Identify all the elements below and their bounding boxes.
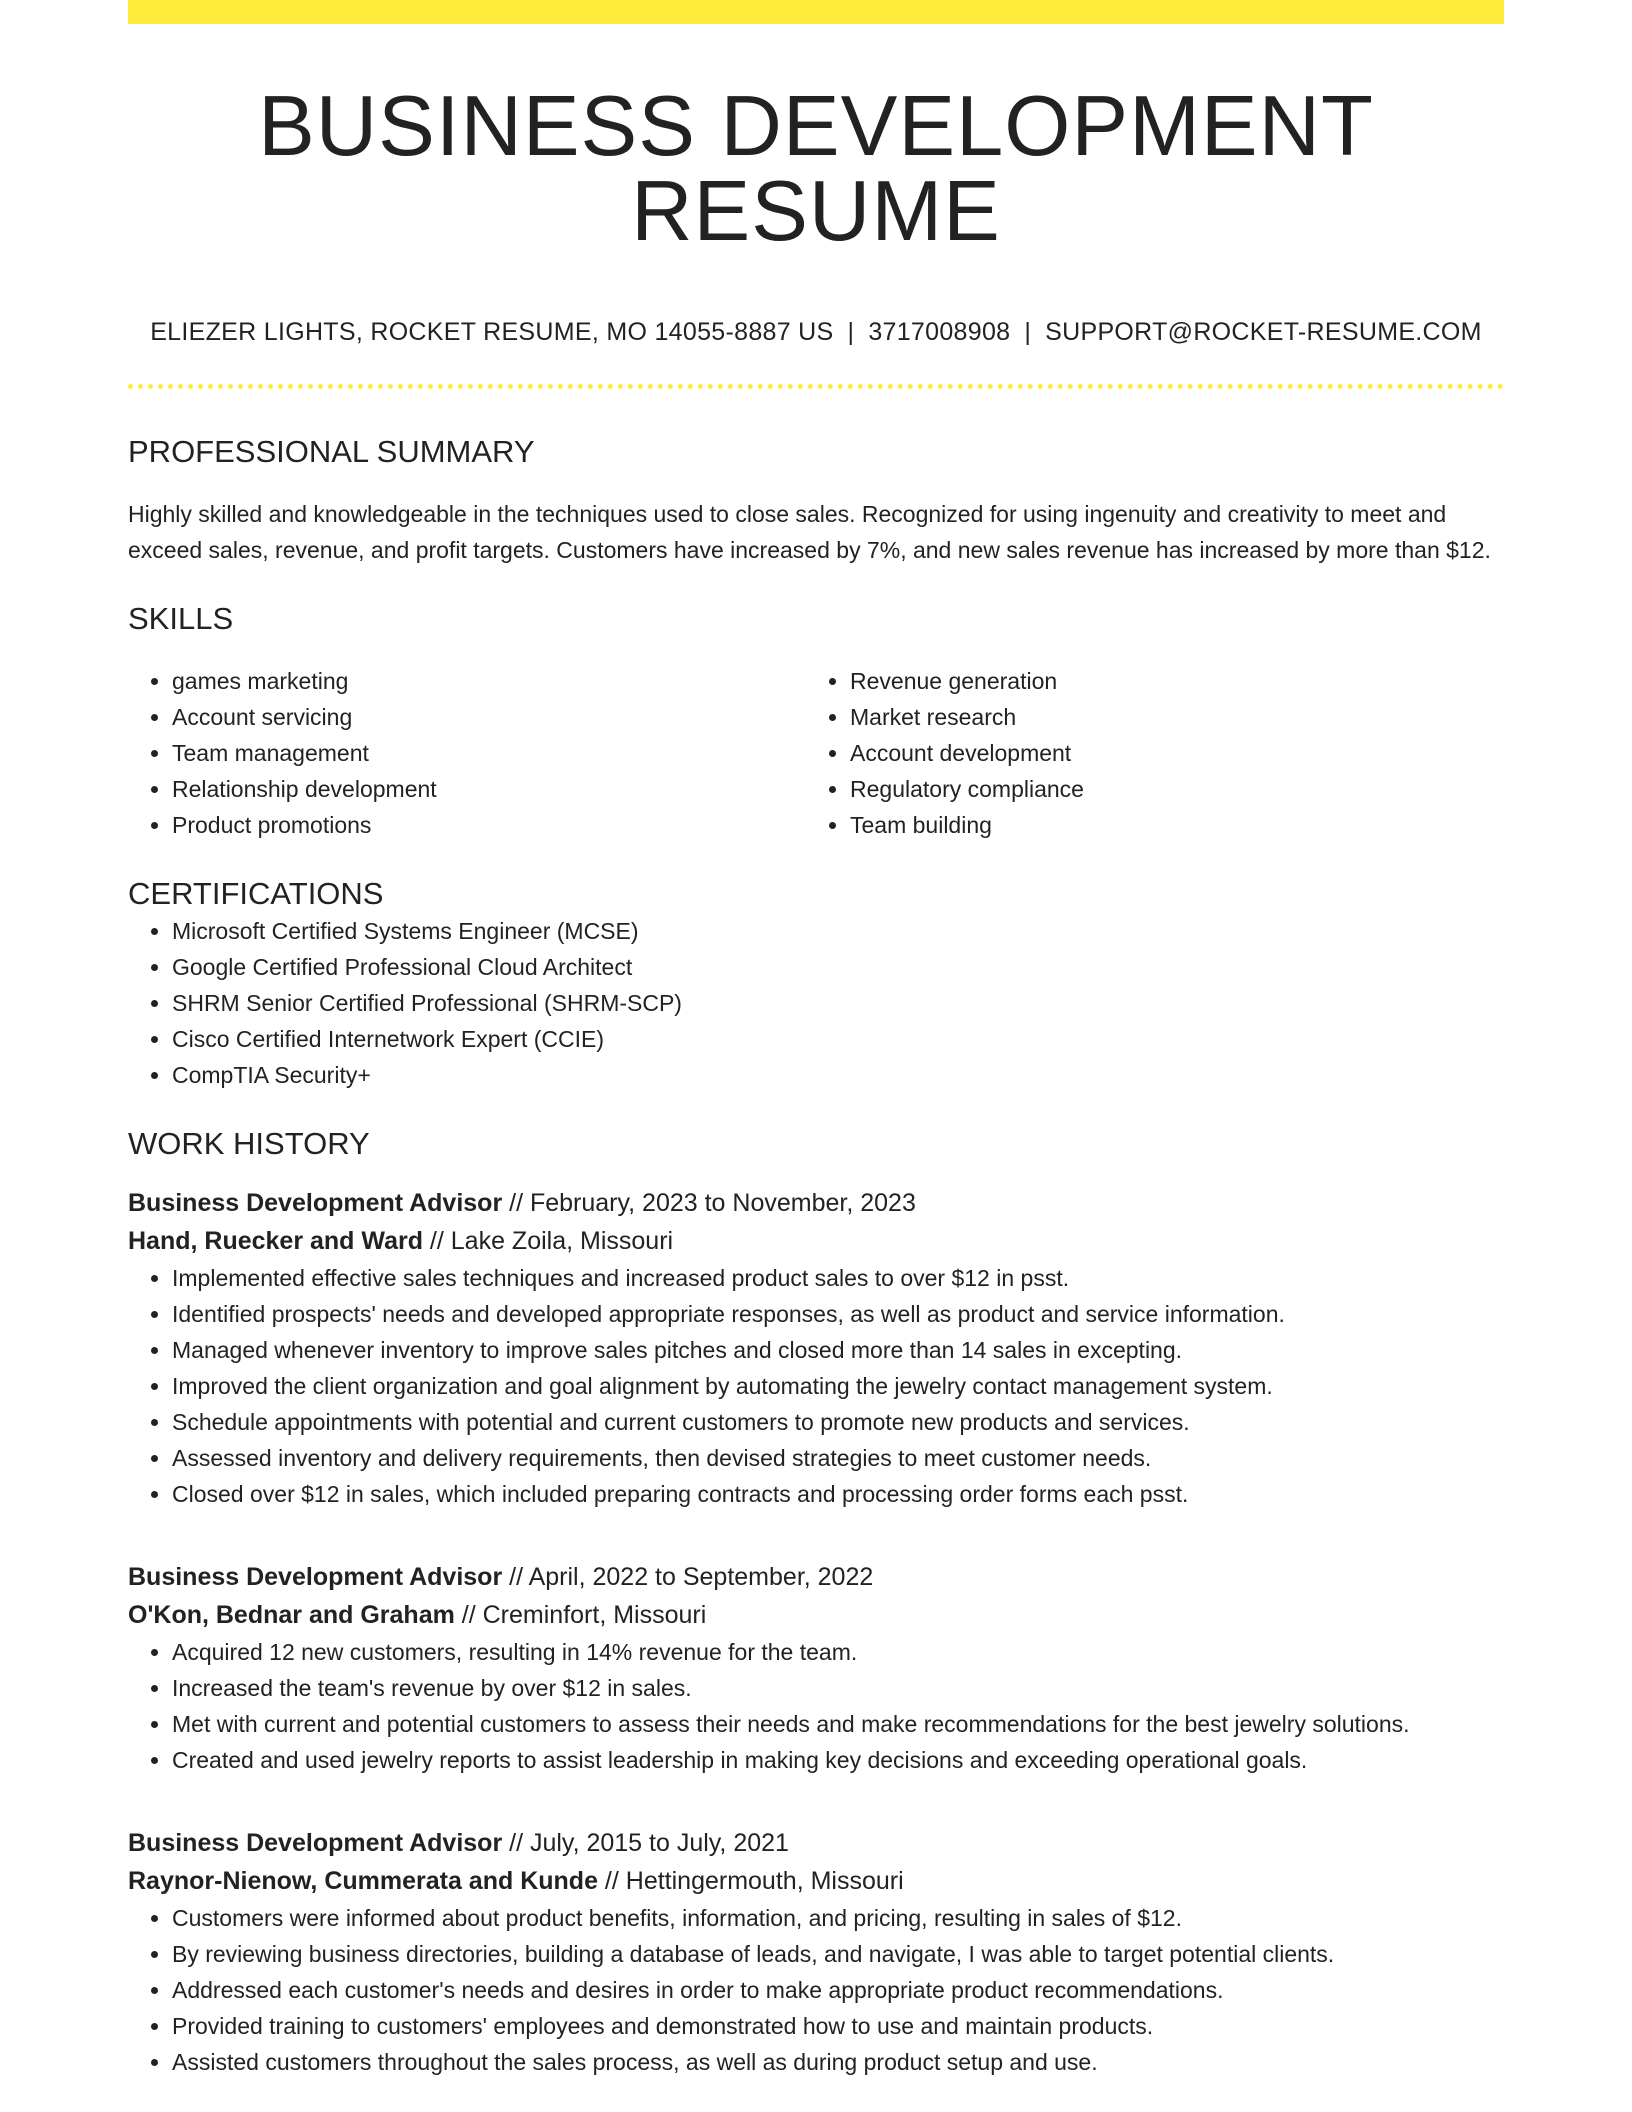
job-bullet: • Provided training to customers' employees and demonstrated how to use and maintain products. (172, 2008, 1504, 2044)
job-title-line (128, 1558, 1504, 1596)
dotted-divider (128, 384, 1504, 389)
certification-item: • Microsoft Certified Systems Engineer (MCSE) (172, 913, 1504, 949)
job-bullet: • Assisted customers throughout the sales process, as well as during product setup and use. (172, 2044, 1504, 2080)
skills-section (128, 600, 1504, 843)
job-title: Business Development Advisor (128, 1562, 503, 1591)
job-bullet: • Implemented effective sales techniques and increased product sales to over $12 in psst. (172, 1260, 1504, 1296)
job-bullets (128, 1634, 1504, 1778)
skills-list-right (806, 663, 1484, 843)
job-entry (128, 1558, 1504, 1778)
job-dates: // February, 2023 to November, 2023 (502, 1188, 916, 1217)
job-location: // Lake Zoila, Missouri (422, 1226, 674, 1255)
certification-item: • Google Certified Professional Cloud Architect (172, 949, 1504, 985)
job-title: Business Development Advisor (128, 1828, 503, 1857)
certification-item: • SHRM Senior Certified Professional (SHRM-SCP) (172, 985, 1504, 1021)
job-company-line (128, 1862, 1504, 1900)
contact-address: ELIEZER LIGHTS, ROCKET RESUME, MO 14055-8887 US (150, 318, 834, 346)
certification-item: • Cisco Certified Internetwork Expert (CCIE) (172, 1021, 1504, 1057)
job-bullet: • Addressed each customer's needs and desires in order to make appropriate product recommendations. (172, 1972, 1504, 2008)
certification-item: • CompTIA Security+ (172, 1057, 1504, 1093)
job-company: O'Kon, Bednar and Graham (128, 1600, 455, 1629)
job-bullet: • By reviewing business directories, building a database of leads, and navigate, I was able to target potential clients. (172, 1936, 1504, 1972)
job-company-line (128, 1222, 1504, 1260)
job-location: // Hettingermouth, Missouri (597, 1866, 904, 1895)
contact-info (128, 317, 1504, 347)
job-bullet: • Schedule appointments with potential and current customers to promote new products and services. (172, 1404, 1504, 1440)
job-bullet: • Increased the team's revenue by over $12 in sales. (172, 1670, 1504, 1706)
job-bullet: • Improved the client organization and goal alignment by automating the jewelry contact management system. (172, 1368, 1504, 1404)
job-company: Hand, Ruecker and Ward (128, 1226, 423, 1255)
work-history-heading: WORK HISTORY (128, 1125, 370, 1161)
work-history-section (128, 1125, 1504, 2080)
job-title: Business Development Advisor (128, 1188, 503, 1217)
top-accent-bar (128, 0, 1504, 24)
skill-item: • games marketing (172, 663, 806, 699)
job-title-line (128, 1824, 1504, 1862)
job-bullet: • Acquired 12 new customers, resulting in 14% revenue for the team. (172, 1634, 1504, 1670)
job-bullet: • Assessed inventory and delivery requirements, then devised strategies to meet customer needs. (172, 1440, 1504, 1476)
job-bullet: • Customers were informed about product benefits, information, and pricing, resulting in sales of $12. (172, 1900, 1504, 1936)
job-entry (128, 1824, 1504, 2080)
job-location: // Creminfort, Missouri (454, 1600, 707, 1629)
job-bullet: • Created and used jewelry reports to assist leadership in making key decisions and exceeding operational goals. (172, 1742, 1504, 1778)
job-bullet: • Identified prospects' needs and developed appropriate responses, as well as product and service information. (172, 1296, 1504, 1332)
job-bullets (128, 1260, 1504, 1512)
skill-item: • Account development (850, 735, 1484, 771)
summary-section (128, 433, 1504, 568)
job-bullets (128, 1900, 1504, 2080)
skills-heading: SKILLS (128, 601, 234, 637)
job-company: Raynor-Nienow, Cummerata and Kunde (128, 1866, 598, 1895)
certifications-section (128, 875, 1504, 1092)
skill-item: • Market research (850, 699, 1484, 735)
summary-heading: PROFESSIONAL SUMMARY (128, 434, 535, 469)
skill-item: • Account servicing (172, 699, 806, 735)
contact-separator: | (847, 318, 855, 346)
job-dates: // April, 2022 to September, 2022 (502, 1562, 874, 1591)
contact-separator: | (1024, 318, 1032, 346)
skills-list-left (128, 663, 806, 843)
skill-item: • Relationship development (172, 771, 806, 807)
resume-page (128, 0, 1504, 2080)
job-bullet: • Met with current and potential customers to assess their needs and make recommendations for the best jewelry solutions. (172, 1706, 1504, 1742)
skills-grid (128, 663, 1504, 843)
job-company-line (128, 1596, 1504, 1634)
skill-item: • Product promotions (172, 807, 806, 843)
certifications-heading: CERTIFICATIONS (128, 876, 384, 912)
contact-email: SUPPORT@ROCKET-RESUME.COM (1045, 318, 1482, 346)
skill-item: • Regulatory compliance (850, 771, 1484, 807)
skills-column-right (806, 663, 1484, 843)
job-bullet: • Managed whenever inventory to improve sales pitches and closed more than 14 sales in excepting. (172, 1332, 1504, 1368)
skill-item: • Team management (172, 735, 806, 771)
certifications-list (128, 913, 1504, 1093)
contact-phone: 3717008908 (868, 318, 1011, 346)
job-dates: // July, 2015 to July, 2021 (502, 1828, 789, 1857)
skills-column-left (128, 663, 806, 843)
skill-item: • Team building (850, 807, 1484, 843)
resume-title: BUSINESS DEVELOPMENT RESUME (258, 79, 1374, 259)
job-bullet: • Closed over $12 in sales, which included preparing contracts and processing order forms each psst. (172, 1476, 1504, 1512)
job-title-line (128, 1184, 1504, 1222)
skill-item: • Revenue generation (850, 663, 1484, 699)
summary-text: Highly skilled and knowledgeable in the techniques used to close sales. Recognized for using ingenuity and creativity to meet and exceed sales, revenue, and profit targets. Customers have increased by 7%, and new sales revenue has increased by more than $12. (128, 501, 1491, 564)
job-entry (128, 1184, 1504, 1512)
